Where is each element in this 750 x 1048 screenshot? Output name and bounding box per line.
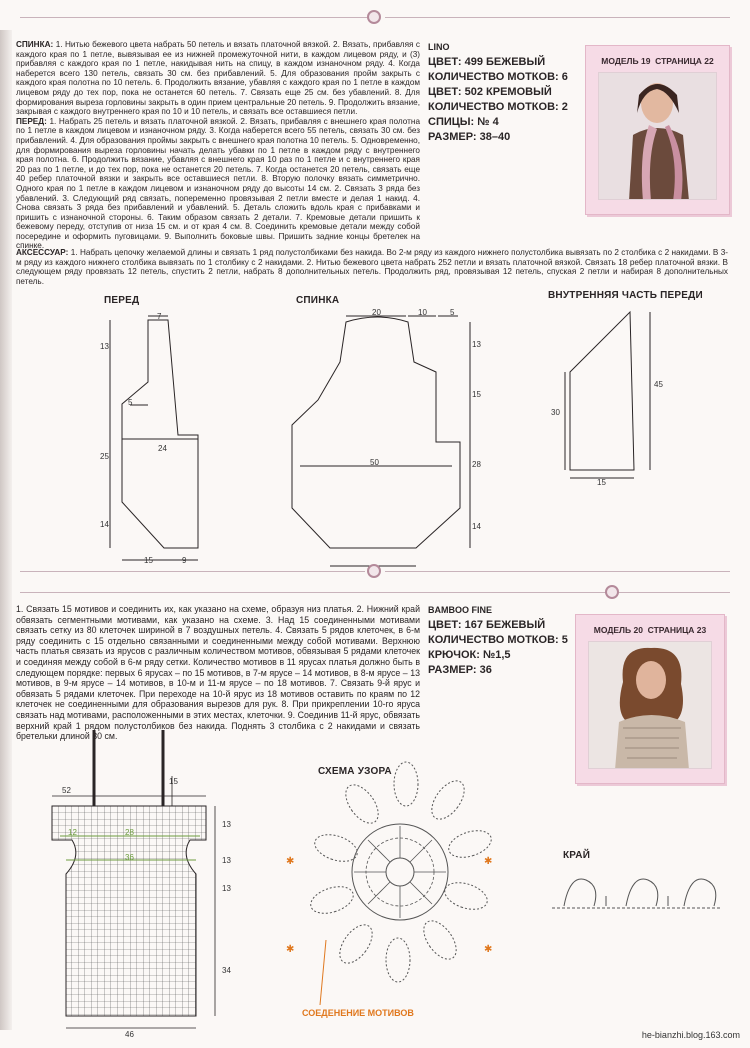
dim-label: 15 [597,478,606,487]
svg-text:✱: ✱ [484,856,493,867]
section-body: 1. Нитью бежевого цвета набрать 50 петель и вязать платочной вязкой. 2. Вязать, прибавляя с каждого края по 1 петле, вывязывая ее из нижней промежуточной нити, в каждом лицевом ряду, и (3) прибавляя с каждого края по 1 петле, накидывая нить на спицу, в каждом изнаночном ряду. 4. Когда наберется всего 130 петель, связать 30 см. без прибавлений. 5. Для образования пройм закрыть с каждого края полотна по 10 петель. 6. Продолжить вязание, убавляя с каждого края по 1 петле в каждом лицевом ряду до тех пор, пока не останется 60 петель. 7. Связать еще 25 см. без убавлений. 8. Для формирования выреза горловины закрыть в один прием центральные 20 петель. 9. Продолжить вязание, закрывая с каждого внутреннего края по 10 и 10 петель, и связать все оставшиеся петли. [16,40,420,117]
dim-label: 52 [62,786,71,795]
yarn-quantity: КОЛИЧЕСТВО МОТКОВ: 2 [428,101,568,113]
yarn-quantity: КОЛИЧЕСТВО МОТКОВ: 5 [428,634,568,646]
dim-label: 9 [182,556,187,565]
diagram-title: СПИНКА [296,295,340,306]
dim-label: 13 [100,342,109,351]
model-page: СТРАНИЦА 22 [655,56,714,66]
section-label: АКСЕССУАР: [16,248,69,257]
yarn-color: ЦВЕТ: 502 КРЕМОВЫЙ [428,86,552,98]
hook: КРЮЧОК: №1,5 [428,649,511,661]
diagram-title: ПЕРЕД [104,295,140,306]
model-page: СТРАНИЦА 23 [647,625,707,635]
size: РАЗМЕР: 36 [428,664,492,676]
dim-label: 13 [222,856,231,865]
section-body: 1. Набрать цепочку желаемой длины и связать 1 ряд полустолбиками без накида. Во 2-м ряду из каждого нижнего полустолбика вывязать по 2 столбика с 2 накидами. В 3-м ряду из каждого нижнего столбика вывязать по 1 столбику с 2 накидами. 2. Нитью бежевого цвета набрать 252 петли и вязать платочной вязкой. Связать 18 ребер платочной вязки. В следующем ряду провязать 12 петель, спустить 2 петли, набрать 8 дополнительных петель. Продолжить ряд, провязывая 12 петель, спуская 2 петли и набирая 8 дополнительных петель. [16,248,729,286]
svg-text:✱: ✱ [484,944,493,955]
pattern-title: СХЕМА УЗОРА [318,766,392,777]
dim-label: 10 [418,308,427,317]
dim-label: 13 [222,884,231,893]
yarn-color: ЦВЕТ: 167 БЕЖЕВЫЙ [428,619,546,631]
needles: СПИЦЫ: № 4 [428,116,499,128]
yarn-brand: BAMBOO FINE [428,605,492,615]
yarn-color: ЦВЕТ: 499 БЕЖЕВЫЙ [428,56,546,68]
dim-label: 5 [128,398,133,407]
svg-text:✱: ✱ [286,856,295,867]
yarn-brand: LINO [428,42,450,52]
dim-label: 25 [100,452,109,461]
dim-label: 13 [472,340,481,349]
model-number: МОДЕЛЬ 20 [593,625,643,635]
dim-label: 14 [100,520,109,529]
svg-text:✱: ✱ [286,944,295,955]
diagram-title: ВНУТРЕННЯЯ ЧАСТЬ ПЕРЕДИ [548,290,703,301]
dim-label: 45 [654,380,663,389]
edge-title: КРАЙ [563,850,591,861]
dim-label: 13 [222,820,231,829]
motif-join-label: СОЕДЕНЕНИЕ МОТИВОВ [302,1008,414,1018]
instructions-bottom: 1. Связать 15 мотивов и соединить их, как указано на схеме, образуя низ платья. 2. Нижний край обвязать сегментными мотивами, как указано на схеме. 3. Над 15 соединенными мотивами связать сетку из 80 клеточек шириной в 7 воздушных петель. 4. Связать 5 рядов клеточек, в 6-м ряду соединить с 15 отдельно связанными и соединенными между собой мотивами. Верхнюю часть платья связать из ярусов с различным количеством мотивов, обвязывая 5 рядами клеточек и соединяя между собой в 6-м ряду сетки. Количество мотивов в 11 ярусах платья должно быть в следующем порядке: первых 6 ярусах – по 15 мотивов, в 7-м ярусе – 14 мотивов, в 8-м ярусе – 13 мотивов, в 9-м ярусе – 14 мотивов, в 10-м и 11-м ярусе – по 18 мотивов. 7. Связать 9-й ярус и обвязать 5 рядами клеточек. При переходе на 10-й ярус из 18 мотивов оставить по краям по 12 клеточек не соединенными для образования вырезов для рук. 8. При прикреплении 10-го яруса связать над мотивами, расположенными в этих местах, клеточки. 9. Соединив 11-й ярус, обвязать верхний край 1 рядом полустолбиков без накида. Поднять 3 столбика с 2 накидами и связать бретельки длиной 30 см. [16,604,420,742]
dim-label: 5 [450,308,455,317]
dim-label: 46 [125,1030,134,1039]
dim-label: 28 [125,828,134,837]
dim-label: 36 [125,853,134,862]
dim-label: 15 [144,556,153,565]
dim-label: 50 [370,458,379,467]
dim-label: 12 [68,828,77,837]
dim-label: 24 [158,444,167,453]
dim-label: 20 [372,308,381,317]
dim-label: 30 [551,408,560,417]
dim-label: 14 [472,522,481,531]
section-label: СПИНКА: [16,40,54,49]
dim-label: 28 [472,460,481,469]
model-number: МОДЕЛЬ 19 [601,56,651,66]
section-body: 1. Набрать 25 петель и вязать платочной вязкой. 2. Вязать, прибавляя с внешнего края полотна по 1 петле в каждом лицевом и изнаночном ряду. 3. Когда наберется всего 55 петель, связать 30 см. без прибавлений. 4. Для образования проймы закрыть с внешнего края полотна 10 петель. 5. Одновременно, для формирования выреза горловины начать делать убавки по 1 петле в каждом ряду с внутреннего края полотна. 6. Продолжить вязание, убавляя с внешнего края 10 раз по 1 петле и с внутреннего края 20 раз по 1 петле, и до тех пор, пока не останется 20 петель. 7. Когда останется 20 петель, связать еще 40 ребер платочной вязки и закрыть все оставшиеся петли. 8. Вторую полочку вязать симметрично. Одного края по 1 петле в каждом лицевом и изнаночном ряду до высоты 14 см. 2. Связать 3 ряда без убавлений. 3. Следующий ряд связать, попеременно провязывая 2 петли вместе и делая 1 накид. 4. Снова связать 3 ряда без прибавлений и убавлений. 5. Деталь сложить вдоль края с прибавками и пришить с изнаночной стороны. 6. Таким образом связать 2 детали. 7. Кремовые детали пришить к бежевому переду, отступив от низа 15 см. и от края 4 см. 8. Соединить кремовые детали между собой посередине и оформить пуговицами. 9. Выполнить боковые швы. Пришить задние концы бретелек на спинке. [16,116,420,251]
dim-label: 34 [222,966,231,975]
dim-label: 15 [472,390,481,399]
yarn-quantity: КОЛИЧЕСТВО МОТКОВ: 6 [428,71,568,83]
footer-url: he-bianzhi.blog.163.com [641,1030,740,1040]
dim-label: 7 [157,312,162,321]
dim-label: 15 [169,777,178,786]
size: РАЗМЕР: 38–40 [428,131,511,143]
section-label: ПЕРЕД: [16,116,47,126]
